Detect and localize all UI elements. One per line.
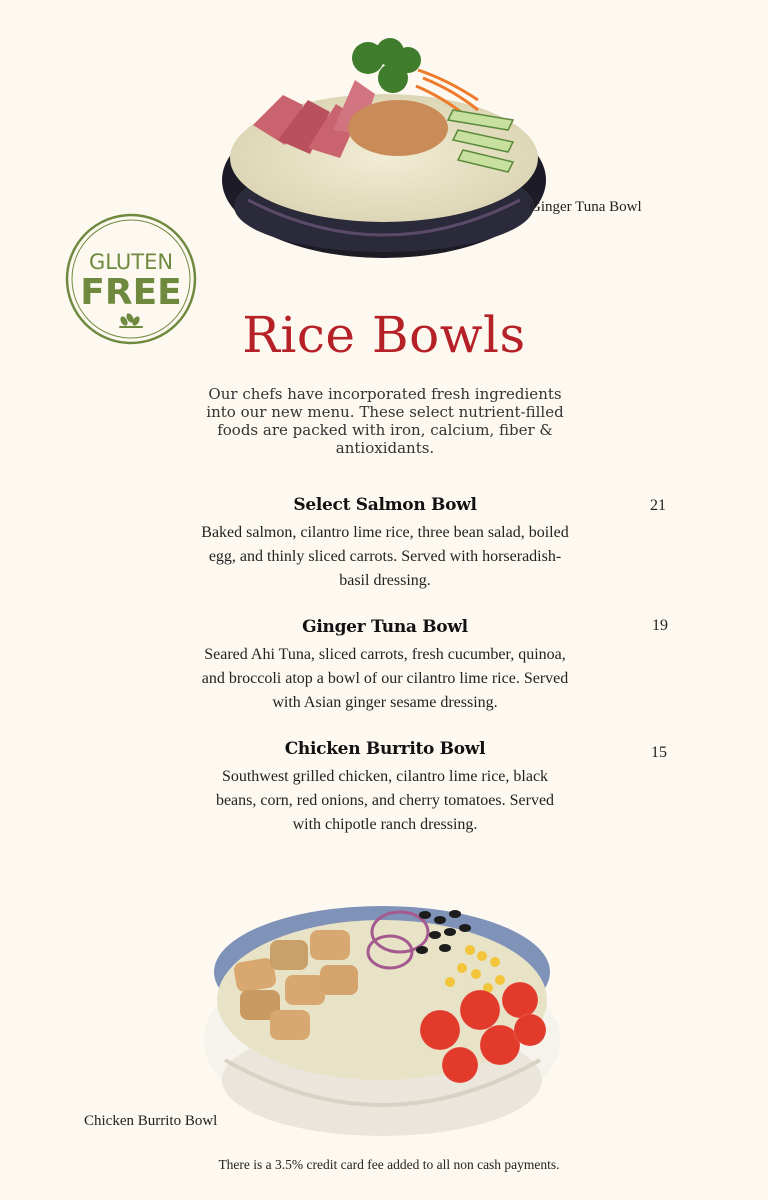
item-name: Chicken Burrito Bowl [284,739,486,759]
item-description: Southwest grilled chicken, cilantro lime rice, black beans, corn, red onions, and cherry tomatoes. Served with chipotle ranch dressing. [215,768,555,833]
item-price: 21 [650,497,666,514]
item-description: Seared Ahi Tuna, sliced carrots, fresh cucumber, quinoa, and broccoli atop a bowl of our cilantro lime rice. Served with Asian ginger sesame dressing. [201,646,569,711]
badge-line-gluten: GLUTEN [88,250,174,274]
chicken-burrito-bowl-image [200,890,565,1142]
menu-item [200,739,570,837]
page-title: Rice Bowls [242,306,526,364]
chicken-burrito-caption: Chicken Burrito Bowl [84,1113,218,1129]
item-name: Ginger Tuna Bowl [302,617,468,637]
intro-text: Our chefs have incorporated fresh ingredients into our new menu. These select nutrient-filled foods are packed with iron, calcium, fiber & antioxidants. [206,385,564,457]
item-price: 15 [651,744,667,761]
menu-item [200,495,570,593]
credit-card-fee-notice: There is a 3.5% credit card fee added to all non cash payments. [218,1157,560,1172]
badge-line-free: FREE [80,272,182,313]
item-description: Baked salmon, cilantro lime rice, three bean salad, boiled egg, and thinly sliced carrots. Served with horseradish-basil dressing. [201,524,569,589]
item-price: 19 [652,617,668,634]
ginger-tuna-bowl-image [218,30,550,262]
ginger-tuna-caption: Ginger Tuna Bowl [530,199,642,215]
menu-item [200,617,570,715]
item-name: Select Salmon Bowl [293,495,477,515]
